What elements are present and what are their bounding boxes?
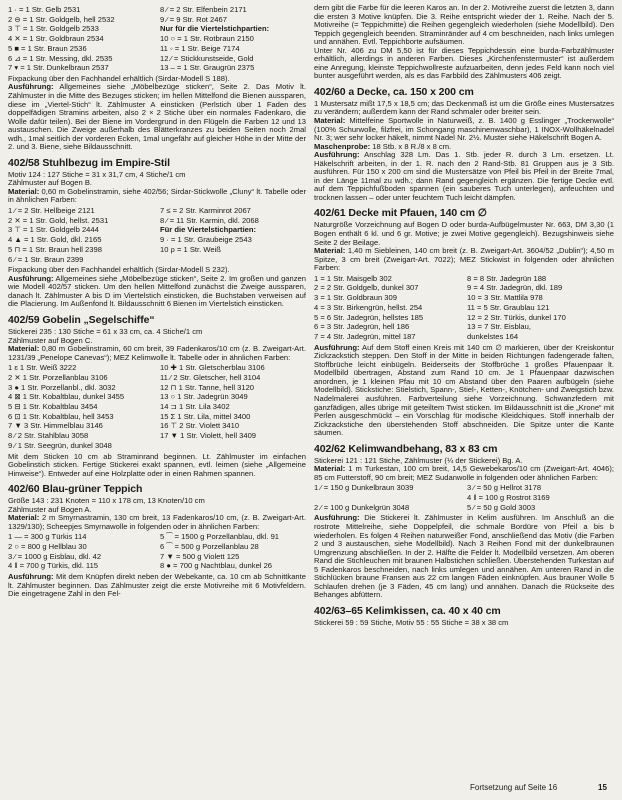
legend-item: 4 ✕ = 1 Str. Goldbraun 2534 <box>8 34 104 44</box>
legend-item <box>314 493 461 503</box>
text-paragraph: Stickerei 121 : 121 Stiche, Zählmuster (¼ der Stickerei) Bg. A. <box>314 455 523 465</box>
text-paragraph: Naturgröße Vorzeichnung auf Bogen D oder burda-Aufbügelmuster Nr. 663, DM 3,30 (1 Bogen enthält 6 kl. und 6 gr. Motive; je zwei Motive gegengleich). Bezugshinweis siehe Seite 2 der Beilage. <box>314 220 614 247</box>
text-paragraph <box>8 345 306 362</box>
legend-item: 9 = 4 Str. Jadegrün, dkl. 189 <box>467 283 563 293</box>
legend-item: 4 ⊠ 1 Str. Kobaltblau, dunkel 3455 <box>8 392 125 402</box>
legend-item: 11 ◦ = 1 Str. Beige 7174 <box>160 43 240 53</box>
legend-item: 7 ≤ = 2 Str. Karminrot 2067 <box>160 206 251 216</box>
text-paragraph: Zählmuster auf Bogen A. <box>8 504 92 514</box>
text-paragraph <box>314 247 614 273</box>
legend-item: 13 = 7 Str. Eisblau, <box>467 322 531 332</box>
legend-item: 2 ○ = 800 g Hellblau 30 <box>8 542 87 552</box>
legend-item: 16 ⊤ 2 Str. Violett 3410 <box>160 421 240 431</box>
color-legend <box>8 206 306 264</box>
text-paragraph <box>314 151 614 202</box>
color-legend <box>314 483 614 512</box>
left-column <box>8 4 306 599</box>
right-column <box>314 4 614 627</box>
text-paragraph <box>314 465 614 482</box>
paragraph-body: Die Stickerei lt. Zählmuster in Kelim ausführen. Im Anschluß an die rostrote Mittelreihe, siehe Doppelpfeil, die schmale Bordüre von Pfeil a bis b wiederholen. Es folgen 4 Reihen naturweißer Fond, anschließend das Motiv (die Farben 2 und 3 austauschen, siehe Modellbild). Nach 3 Reihen Fond mit der dunkelbraunen Umgrenzung abschließen. In der 2. Hälfte die Felder lt. Modellbild versetzen. Am oberen Rand die Stichleuchen mit braunen Halbstichen schließen. Überstehenden Turkestan auf 5 Fadenkaros beschneiden, nach links umlegen und annähen. Am unteren Rand in die Stichlücken braune Fransen aus 22 cm langen Fäden einknüpfen. Aus brauner Wolle 5 Schlaufen drehen (je 3 Fäden, 45 cm lang) und annähen. Danach die Rückseite des Behanges abfüttern. <box>314 513 614 600</box>
paragraph-lead: Ausführung: <box>314 342 360 352</box>
legend-item: 7 ▼ 3 Str. Himmelblau 3146 <box>8 421 103 431</box>
legend-item: 15 Σ 1 Str. Lila, mittel 3400 <box>160 411 251 421</box>
paragraph-body: Mittelfeine Sportwolle in Naturweiß, z. B. 1400 g Esslinger „Trockenwolle“ (100% Schurwolle, filzfrei, im Schongang maschinenwaschbar), 1 INOX-Wollhäkelnadel Nr. 3; wer sehr locker häkelt, nimmt Nadel Nr. 2½. Muster siehe Häkelschrift Bogen A. <box>314 116 614 143</box>
legend-item <box>160 441 306 451</box>
legend-item: 7 = 4 Str. Jadegrün, mittel 187 <box>314 331 416 341</box>
legend-item: 3 ⁄ = 1000 g Eisblau, dkl. 42 <box>8 551 102 561</box>
text-paragraph <box>8 83 306 151</box>
legend-item: 2 ✕ = 1 Str. Gold, hellst. 2531 <box>8 215 109 225</box>
legend-item: Nur für die Viertelstichpartien: <box>160 24 270 34</box>
paragraph-body: Allgemeines siehe „Möbelbezüge sticken“, Seite 2. Das Motiv lt. Zählmuster in die Mitte des Bezuges sticken; im hellen Mittelfond die Bienen aussparen, diese im „Viertel-Stich“ lt. Zählmuster A einsticken (Perlstich über 1 Faden des doppelfädigen Stramins arbeiten, also 2 × 2 Stiche über ein normales Fadenkaro, die Wolle dafür teilen). Bei der Biene im Vordergrund in den Flügeln die Farben 12 und 13 austauschen. Die Zweige außerhalb des Blätterkranzes zu beiden Seiten noch 2mal wdh., 1mal seitlich der vorderen Ecken, 1mal ungefähr auf gleicher Höhe in der Mitte der 2. und 3. Biene, siehe Bildausschnitt. <box>8 82 306 152</box>
legend-item: 2 = 2 Str. Goldgelb, dunkel 307 <box>314 283 419 293</box>
color-legend <box>8 5 306 73</box>
legend-item: 4 ▲ = 1 Str. Gold, dkl. 2165 <box>8 235 102 245</box>
text-paragraph: Zählmuster auf Bogen B. <box>8 178 92 188</box>
legend-item: 10 ○ = 1 Str. Rotbraun 2150 <box>160 34 254 44</box>
text-paragraph <box>314 117 614 143</box>
paragraph-lead: Ausführung: <box>314 150 360 160</box>
legend-item: 9 · = 1 Str. Graubeige 2543 <box>160 235 252 245</box>
text-paragraph: Fixpackung über den Fachhandel erhältlich (Sirdar-Modell S 232). <box>8 265 230 275</box>
paragraph-body: 18 Stb. x 8 R./8 x 8 cm. <box>370 141 452 151</box>
section-heading: 402/63–65 Kelimkissen, ca. 40 x 40 cm <box>314 604 501 617</box>
text-paragraph <box>8 573 306 599</box>
paragraph-lead: Ausführung: <box>314 513 360 523</box>
legend-item: 6 ⊿ = 1 Str. Messing, dkl. 2535 <box>8 53 113 63</box>
section-heading: 402/62 Kelimwandbehang, 83 x 83 cm <box>314 442 498 455</box>
legend-item: 1 — = 300 g Türkis 114 <box>8 532 87 542</box>
paragraph-body: 1 m Turkestan, 100 cm breit, 14,5 Gewebekaros/10 cm (Zweigart-Art. 4046); 85 cm Futterstoff, 90 cm breit; MEZ Sudanwolle in folgenden oder ähnlichen Farben: <box>314 464 614 482</box>
legend-item: dunkelstes 164 <box>467 331 519 341</box>
text-paragraph: Stickerei 235 : 130 Stiche = 61 x 33 cm, ca. 4 Stiche/1 cm <box>8 326 203 336</box>
paragraph-lead: Material: <box>314 464 346 474</box>
legend-item: 14 ⊐ 1 Str. Lila 3402 <box>160 401 230 411</box>
legend-item: 9 ⁄ 1 Str. Seegrün, dunkel 3048 <box>8 440 112 450</box>
legend-item: 6 ⊡ 1 Str. Kobaltblau, hell 3453 <box>8 411 114 421</box>
legend-item: 1 ɛ 1 Str. Weiß 3222 <box>8 363 77 373</box>
legend-item: 13 ○ 1 Str. Jadegrün 3049 <box>160 392 248 402</box>
color-legend <box>8 532 306 571</box>
page-number: 15 <box>598 783 607 792</box>
legend-item: 17 ▼ 1 Str. Violett, hell 3409 <box>160 431 257 441</box>
legend-item: 11 ⁄ 2 Str. Gletscher, hell 3104 <box>160 372 261 382</box>
legend-item: 1 ⁄ = 150 g Dunkelbraun 3039 <box>314 483 414 493</box>
text-paragraph <box>8 275 306 309</box>
legend-item: 2 ⁄ = 100 g Dunkelgrün 3048 <box>314 502 410 512</box>
legend-item: 7 ▼ = 500 g Violett 125 <box>160 551 240 561</box>
legend-item: 12 ⊓ 1 Str. Tanne, hell 3120 <box>160 382 255 392</box>
legend-item: 5 ⁀ = 1500 g Porzellanblau, dkl. 91 <box>160 532 280 542</box>
legend-item: 5 ■ = 1 Str. Braun 2536 <box>8 43 87 53</box>
legend-item: 13 – = 1 Str. Graugrün 2375 <box>160 63 255 73</box>
legend-item: 8 = 8 Str. Jadegrün 188 <box>467 273 547 283</box>
paragraph-body: Anschlag 328 Lm. Das 1. Stb. jeder R. durch 3 Lm. ersetzen. Lt. Häkelschrift arbeiten, in der 1. R. nach den 2 Rand-Stb. 81 Gruppen aus je 3 Stb. ausführen. Für 150 x 200 cm sind die Mustersätze von Pfeil bis Pfeil in der Breite 7mal, in der Länge 11mal zu wdh.; dann Rand gegengleich ergänzen. Die fertige Decke evtl. auf dem Teppichfußboden spannen (ein sauberes Tuch unterlegen), anfeuchten und trocknen lassen – oder unter feuchtem Tuch leicht dämpfen. <box>314 150 614 202</box>
legend-item: 5 ⊟ 1 Str. Kobaltblau 3454 <box>8 401 98 411</box>
paragraph-lead: Maschenprobe: <box>314 141 371 151</box>
paragraph-lead: Material: <box>314 116 346 126</box>
legend-item: 5 ⊓ = 1 Str. Braun hell 2398 <box>8 244 102 254</box>
legend-item: 1 = 1 Str. Maisgelb 302 <box>314 273 392 283</box>
legend-item: 2 ⊖ = 1 Str. Goldgelb, hell 2532 <box>8 14 115 24</box>
legend-item: 6 = 3 Str. Jadegrün, hell 186 <box>314 322 410 332</box>
legend-item: 3 = 1 Str. Goldbraun 309 <box>314 293 397 303</box>
legend-item: 4 ǁ = 700 g Türkis, dkl. 115 <box>8 561 99 571</box>
legend-item: 6 ⁄ = 1 Str. Braun 2399 <box>8 254 84 264</box>
section-heading: 402/58 Stuhlbezug im Empire-Stil <box>8 156 170 169</box>
legend-item: 5 ⁄ = 50 g Gold 3003 <box>467 502 536 512</box>
continuation-note: Fortsetzung auf Seite 16 <box>470 783 558 792</box>
paragraph-lead: Material: <box>8 513 40 523</box>
text-paragraph: Mit dem Sticken 10 cm ab Straminrand beginnen. Lt. Zählmuster im einfachen Gobelinstich sticken. Fertige Stickerei exakt spannen, evtl. leimen (siehe „Allgemeine Hinweise“). Entweder auf eine Holzplatte oder in einen Rahmen spannen. <box>8 451 306 478</box>
legend-item: 5 = 6 Str. Jadegrün, hellstes 185 <box>314 312 424 322</box>
paragraph-lead: Ausführung: <box>8 82 54 92</box>
legend-item: Für die Viertelstichpartien: <box>160 225 257 235</box>
paragraph-body: 1,40 m Siebleinen, 140 cm breit (z. B. Zweigart-Art. 3604/52 „Dublin“); 4,50 m Spitze, 3 cm breit (Zweigart-Art. 7022); MEZ Stickwist in folgenden oder ähnlichen Farben: <box>314 246 614 273</box>
paragraph-body: Allgemeines siehe „Möbelbezüge sticken“, Seite 2. Im großen und ganzen wie Modell 402/57 sticken. Um den hellen Mittelfond zunächst die Zweige aussparen, danach lt. Zählmuster A bis D im Viertelstich einsticken, die Buchstaben verweisen auf die Placierung. Im Außenfond lt. Bildausschnitt 6 Bienen im Viertelstich einsticken. <box>8 273 306 309</box>
text-paragraph <box>8 514 306 531</box>
paragraph-lead: Ausführung: <box>8 572 54 582</box>
legend-item: 8 ⁄ 2 Str. Stahlblau 3058 <box>8 431 89 441</box>
paragraph-lead: Ausführung: <box>8 273 54 283</box>
legend-item: 11 = 5 Str. Graublau 121 <box>467 302 550 312</box>
legend-item: 8 ⁄ = 11 Str. Karmin, dkl. 2068 <box>160 215 259 225</box>
text-paragraph: Stickerei 59 : 59 Stiche, Motiv 55 : 55 Stiche = 38 x 38 cm <box>314 617 509 627</box>
legend-item: 2 ✕ 1 Str. Porzellanblau 3106 <box>8 372 108 382</box>
legend-item: 10 ρ = 1 Str. Weiß <box>160 244 221 254</box>
paragraph-body: Mit dem Knüpfen direkt neben der Webekante, ca. 10 cm ab Schnittkante lt. Zählmuster beginnen. Das Zählmuster zeigt die erste Motivreihe mit 6 Motivfeldern. Die eingetragene Zahl in den Fel- <box>8 572 306 599</box>
section-heading: 402/60 Blau-grüner Teppich <box>8 483 143 496</box>
text-paragraph: 1 Mustersatz mißt 17,5 x 18,5 cm; das Deckenmaß ist um die Größe eines Mustersatzes zu verändern; außerdem kann der Rand schmaler oder breiter sein. <box>314 98 614 117</box>
paragraph-lead: Material: <box>8 186 40 196</box>
legend-item: 1 · = 1 Str. Gelb 2531 <box>8 5 81 14</box>
legend-item: 3 ⊤ = 1 Str. Goldgelb 2533 <box>8 24 99 34</box>
color-legend <box>8 363 306 450</box>
section-heading: 402/61 Decke mit Pfauen, 140 cm ∅ <box>314 207 487 220</box>
text-paragraph <box>314 344 614 438</box>
text-paragraph: dern gibt die Farbe für die leeren Karos an. In der 2. Motivreihe zuerst die letzten 3, dann die ersten 3 Motive knüpfen. Die 3. Reihe entspricht wieder der 1. Reihe. Nach der 5. Motivreihe (= Teppichmitte) die Reihen gegengleich wiederholen (siehe Modellbild). Den Teppich gegengleich beenden. Straminränder auf 4 cm beschneiden, nach links umlegen und annähen. Evtl. Teppichborte aufsäumen. <box>314 3 614 47</box>
text-paragraph: Fixpackung über den Fachhandel erhältlich (Sirdar-Modell S 188). <box>8 73 230 83</box>
text-paragraph: Motiv 124 : 127 Stiche = 31 x 31,7 cm, 4 Stiche/1 cm <box>8 169 186 179</box>
text-paragraph: Zählmuster auf Bogen C. <box>8 335 93 345</box>
legend-item: 4 ǁ = 100 g Rostrot 3169 <box>467 493 550 503</box>
text-paragraph <box>8 188 306 205</box>
text-paragraph: Unter Nr. 406 zu DM 5,50 ist für dieses Teppichdessin eine burda-Farbzählmuster erhältlich, allerdings in anderen Farben. Dieses „Kirchenfenstermuster“ ist außerdem eine Anregung, kleinste Teppichwollreste aufzuarbeiten, denn jedes Feld kann noch viel bunter ausgeführt werden, als es das Farbbild des Zählmusters 406 zeigt. <box>314 45 614 81</box>
legend-item: 12 = 2 Str. Türkis, dunkel 170 <box>467 312 566 322</box>
legend-item: 7 ▾ = 1 Str. Dunkelbraun 2537 <box>8 63 109 73</box>
page-footer <box>0 783 622 795</box>
paragraph-body: Auf dem Stoff einen Kreis mit 140 cm ∅ markieren, über der Kreiskontur Zickzackstich steppen. Den Stoff in der Mitte in beiden Richtungen fadengerade falten, Stoffbrüche leicht einbügeln. Beiderseits der Stoffbrüche 1 großes Pfauenpaar lt. Modellbild übertragen, Abstand zum Rand 10 cm. Je 1 Pfauenpaar dazwischen anordnen, je 1 kleinen Pfau mit 10 cm Abstand über den Paaren aufbügeln (siehe Modellbild). Stickstiche: Stielstich, Spann-, Stiel-, Ketten-, Knötchen- und Zweigstich bzw. Nadelmalerei ausführen. Farbverteilung siehe Vorzeichnung. Schwanzfedern mit ganzfädigen, alles übrige mit geteiltem Twist sticken. Im Bildausschnitt ist die „Krone“ mit Perlen ausgeschmückt – ein Vorschlag für modische Kleidchiques. Stoff innerhalb der Zickzackstiche den überstehenden Stoff abschneiden. Die Spitze unter die Kante säumen. <box>314 342 614 438</box>
text-paragraph: Größe 143 : 231 Knoten = 110 x 178 cm, 13 Knoten/10 cm <box>8 496 205 506</box>
paragraph-lead: Material: <box>8 344 40 354</box>
legend-item: 12 ⁄ = Stickkunstseide, Gold <box>160 53 254 63</box>
legend-item: 4 = 3 Str. Birkengrün, hellst. 254 <box>314 302 423 312</box>
paragraph-body: 0,60 m Gobelinstramin, siehe 402/56; Sirdar-Stickwolle „Cluny“ lt. Tabelle oder in ähnlichen Farben: <box>8 186 306 205</box>
section-heading: 402/60 a Decke, ca. 150 x 200 cm <box>314 85 474 98</box>
legend-item: 3 ● 1 Str. Porzellanbl., dkl. 3032 <box>8 382 116 392</box>
section-heading: 402/59 Gobelin „Segelschiffe“ <box>8 313 155 326</box>
legend-item: 8 ● = 700 g Nachtblau, dunkel 26 <box>160 561 273 571</box>
color-legend <box>314 274 614 342</box>
legend-item: 3 ⊤ = 1 Str. Goldgelb 2444 <box>8 225 99 235</box>
paragraph-body: 2 m Smyrnastramin, 130 cm breit, 13 Fadenkaros/10 cm, (z. B. Zweigart-Art. 1329/130); Scheepjes Smyrnawolle in folgenden oder in ähnlichen Farben: <box>8 513 306 531</box>
legend-item: 10 = 3 Str. Mattlila 978 <box>467 293 543 303</box>
legend-item: 8 ⁄ = 2 Str. Elfenbein 2171 <box>160 5 247 14</box>
legend-item: 1 ⁄ = 2 Str. Hellbeige 2121 <box>8 206 95 216</box>
legend-item <box>160 255 306 265</box>
legend-item: 6 ⁀ = 500 g Porzellanblau 28 <box>160 542 259 552</box>
paragraph-body: 0,80 m Gobelinstramin, 60 cm breit, 39 Fadenkaros/10 cm (z. B. Zweigart-Art. 1231/39 „Penelope Canevas“); MEZ Kelimwolle lt. Tabelle oder in ähnlichen Farben: <box>8 344 306 362</box>
paragraph-lead: Material: <box>314 246 346 256</box>
legend-item: 3 ⁄ = 50 g Hellrot 3178 <box>467 483 542 493</box>
legend-item: 9 ⁄ = 9 Str. Rot 2467 <box>160 14 227 24</box>
text-paragraph <box>314 514 614 599</box>
legend-item: 10 ✚ 1 Str. Gletscherblau 3106 <box>160 363 265 373</box>
